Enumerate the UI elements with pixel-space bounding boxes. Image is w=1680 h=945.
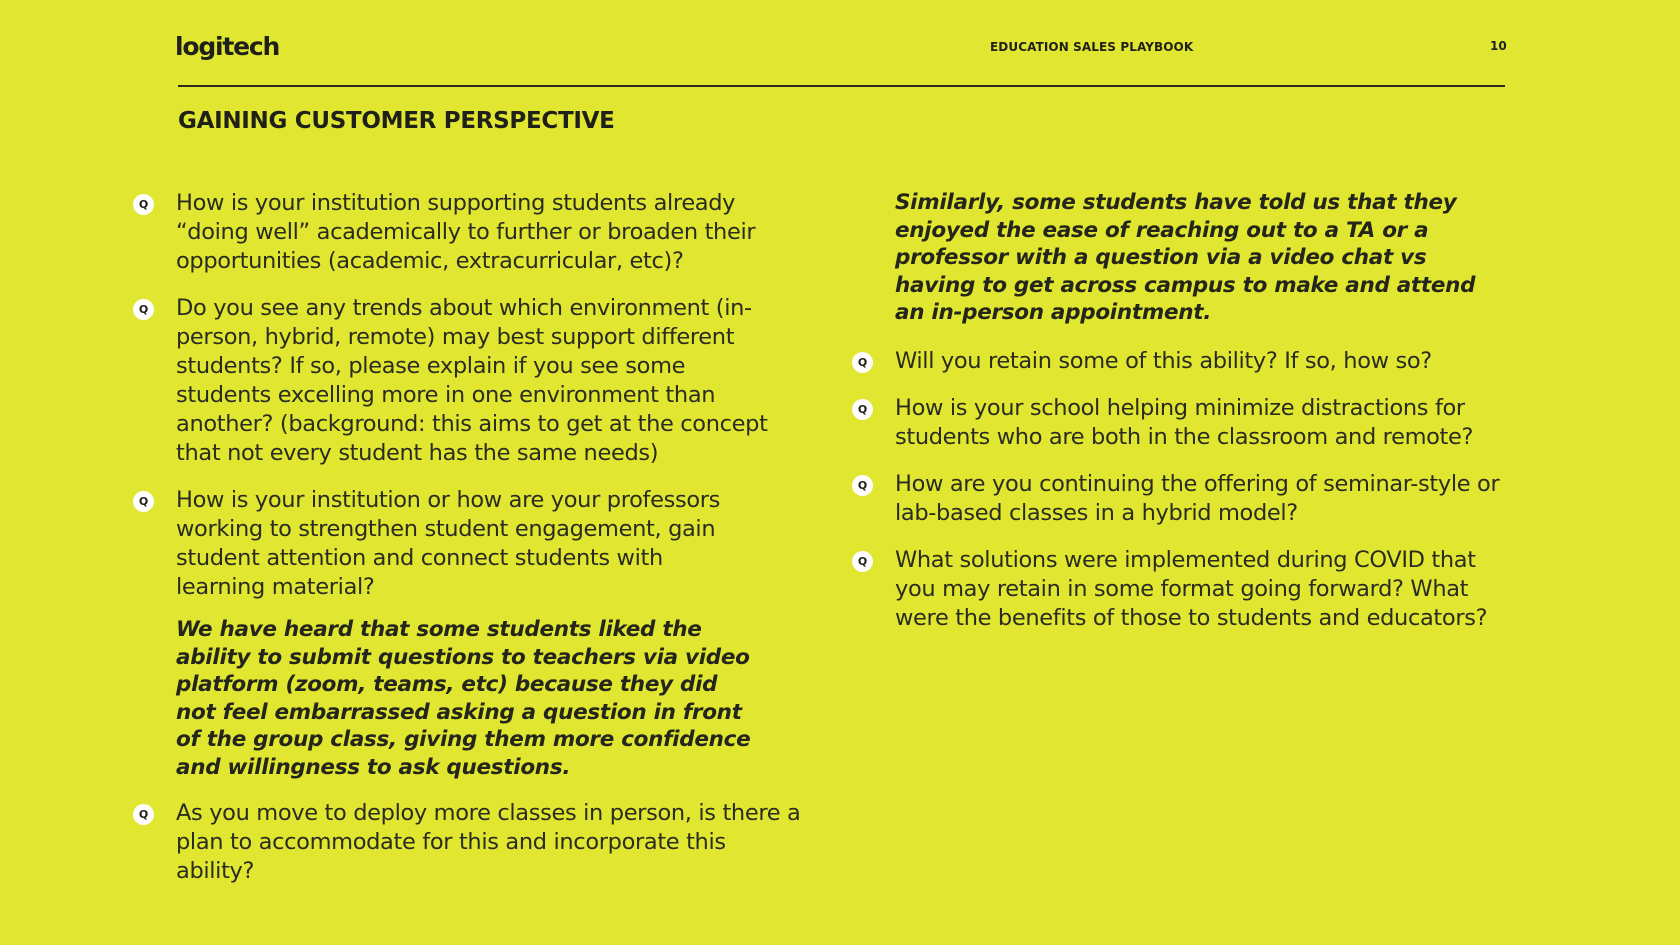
question-item [852,394,1522,452]
question-text: How is your institution or how are your professors working to strengthen student engagement, gain student attention and connect students with learning material? [176,487,721,600]
question-badge-icon: Q [133,804,154,825]
right-column [852,189,1522,651]
section-title: GAINING CUSTOMER PERSPECTIVE [178,108,615,134]
question-item [852,470,1522,528]
question-text: Do you see any trends about which environment (in-person, hybrid, remote) may best support different students? If so, please explain if you see some students excelling more in one environment than another? (background: this aims to get at the concept that not every student has the same needs) [176,295,768,466]
question-item [852,347,1522,376]
question-text: Will you retain some of this ability? If so, how so? [895,347,1432,374]
question-text: How are you continuing the offering of seminar-style or lab-based classes in a hybrid model? [895,470,1500,526]
document-title: EDUCATION SALES PLAYBOOK [990,40,1194,54]
question-badge-icon: Q [133,194,154,215]
question-badge-icon: Q [852,551,873,572]
header-divider [178,85,1505,87]
question-item [133,294,793,468]
question-badge-icon: Q [852,399,873,420]
question-text: How is your institution supporting students already “doing well” academically to further or broaden their opportunities (academic, extracurricular, etc)? [176,190,756,274]
question-text: What solutions were implemented during COVID that you may retain in some format going forward? What were the benefits of those to students and educators? [895,546,1488,631]
question-text: How is your school helping minimize distractions for students who are both in the classroom and remote? [895,394,1474,450]
question-badge-icon: Q [133,491,154,512]
insight-note: Similarly, some students have told us that they enjoyed the ease of reaching out to a TA or a professor with a question via a video chat vs having to get across campus to make and attend an in-person appointment. [895,190,1476,325]
logitech-logo: logitech [175,32,280,61]
insight-note: We have heard that some students liked the ability to submit questions to teachers via video platform (zoom, teams, etc) because they did not feel embarrassed asking a question in front of the group class, giving them more confidence and willingness to ask questions. [176,617,751,780]
question-badge-icon: Q [852,352,873,373]
page-number: 10 [1490,39,1507,53]
question-item [133,486,793,602]
question-badge-icon: Q [852,475,873,496]
question-item [852,546,1522,633]
question-text: As you move to deploy more classes in person, is there a plan to accommodate for this and incorporate this ability? [176,800,801,884]
left-column [133,189,801,904]
question-item [133,799,801,886]
question-item [133,189,793,276]
question-badge-icon: Q [133,299,154,320]
